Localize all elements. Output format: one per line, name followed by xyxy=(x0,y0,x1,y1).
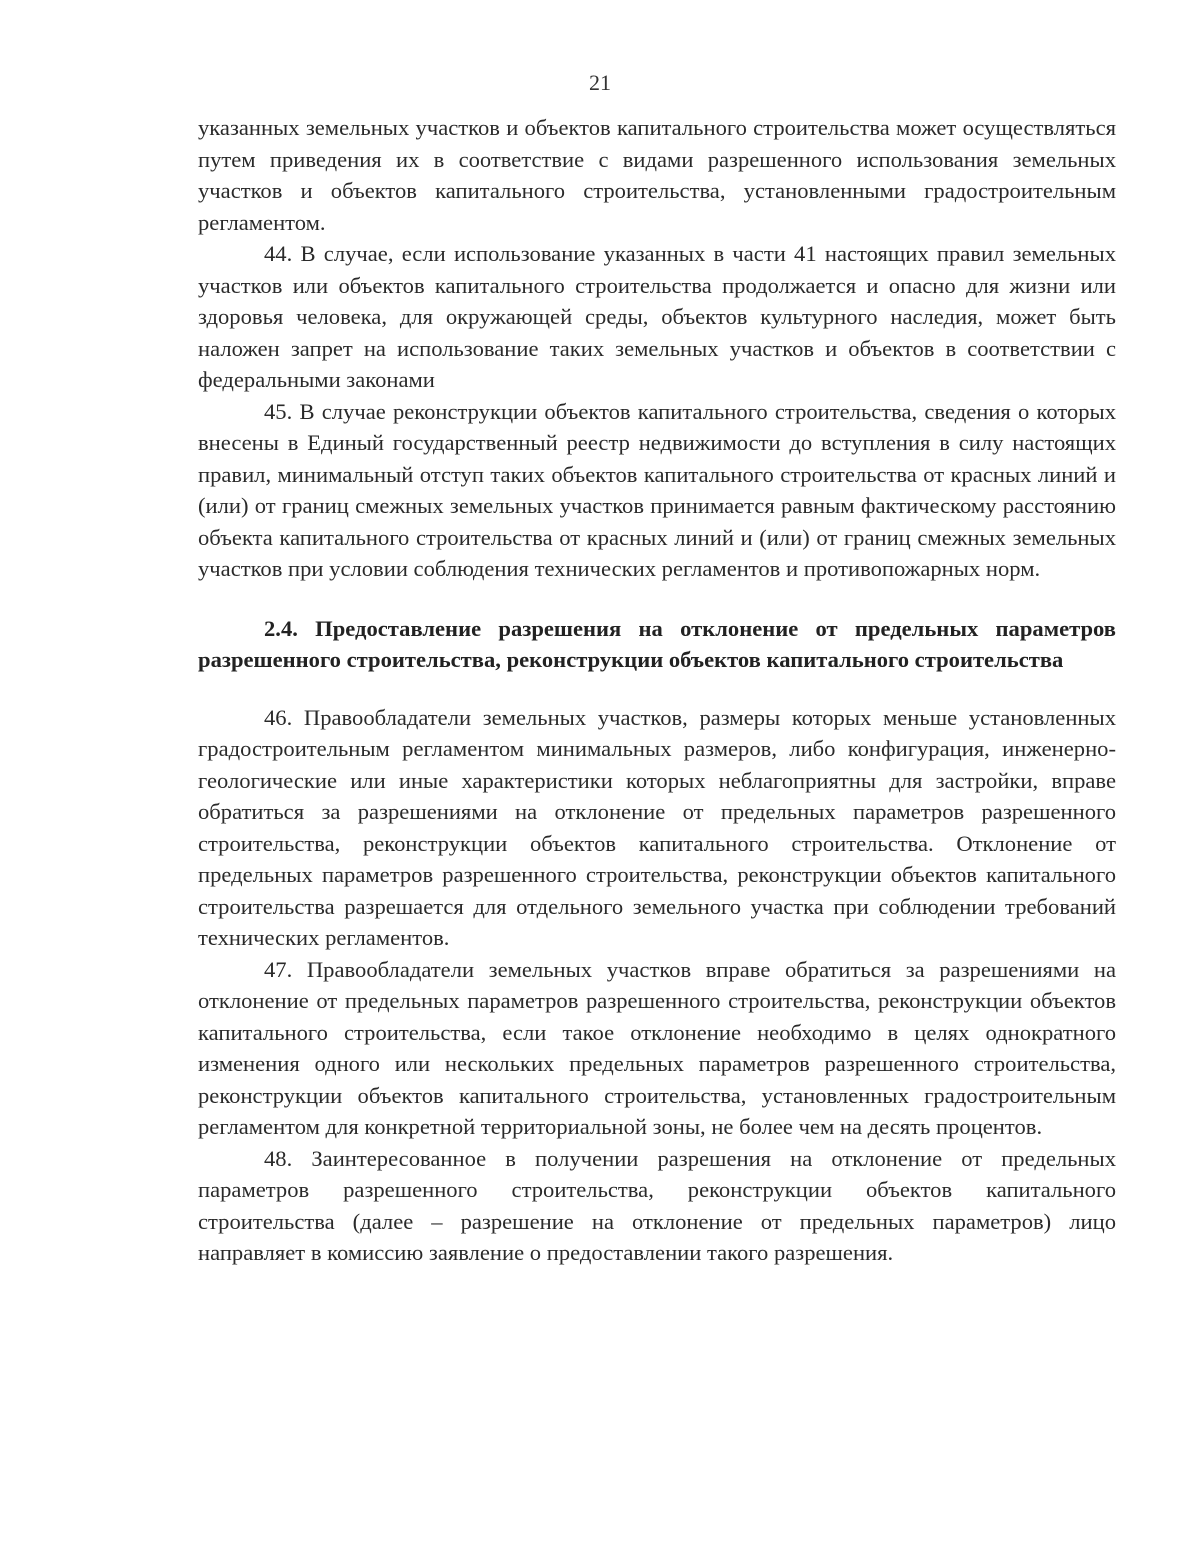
page-number: 21 xyxy=(589,70,611,95)
document-body xyxy=(198,112,1116,1269)
paragraph-48: 48. Заинтересованное в получении разрешения на отклонение от предельных параметров разрешенного строительства, реконструкции объектов капитального строительства (далее – разрешение на отклонение от предельных параметров) лицо направляет в комиссию заявление о предоставлении такого разрешения. xyxy=(198,1145,1116,1265)
paragraph-47: 47. Правообладатели земельных участков вправе обратиться за разрешениями на отклонение от предельных параметров разрешенного строительства, реконструкции объектов капитального строительства, если такое отклонение необходимо в целях однократного изменения одного или нескольких предельных параметров разрешенного строительства, реконструкции объектов капитального строительства, установленных градостроительным регламентом для конкретной территориальной зоны, не более чем на десять процентов. xyxy=(198,956,1116,1139)
paragraph-46: 46. Правообладатели земельных участков, размеры которых меньше установленных градостроительным регламентом минимальных размеров, либо конфигурация, инженерно-геологические или иные характеристики которых неблагоприятны для застройки, вправе обратиться за разрешениями на отклонение от предельных параметров разрешенного строительства, реконструкции объектов капитального строительства. Отклонение от предельных параметров разрешенного строительства, реконструкции объектов капитального строительства разрешается для отдельного земельного участка при соблюдении требований технических регламентов. xyxy=(198,704,1116,950)
paragraph-45: 45. В случае реконструкции объектов капитального строительства, сведения о которых внесены в Единый государственный реестр недвижимости до вступления в силу настоящих правил, минимальный отступ таких объектов капитального строительства от красных линий и (или) от границ смежных земельных участков принимается равным фактическому расстоянию объекта капитального строительства от красных линий и (или) от границ смежных земельных участков при условии соблюдения технических регламентов и противопожарных норм. xyxy=(198,398,1116,581)
paragraph-continuation: указанных земельных участков и объектов капитального строительства может осуществляться путем приведения их в соответствие с видами разрешенного использования земельных участков и объектов капитального строительства, установленными градостроительным регламентом. xyxy=(198,115,1116,235)
section-heading: 2.4. Предоставление разрешения на отклонение от предельных параметров разрешенного строительства, реконструкции объектов капитального строительства xyxy=(198,615,1116,672)
paragraph-44: 44. В случае, если использование указанных в части 41 настоящих правил земельных участков или объектов капитального строительства продолжается и опасно для жизни или здоровья человека, для окружающей среды, объектов культурного наследия, может быть наложен запрет на использование таких земельных участков и объектов в соответствии с федеральными законами xyxy=(198,241,1116,392)
